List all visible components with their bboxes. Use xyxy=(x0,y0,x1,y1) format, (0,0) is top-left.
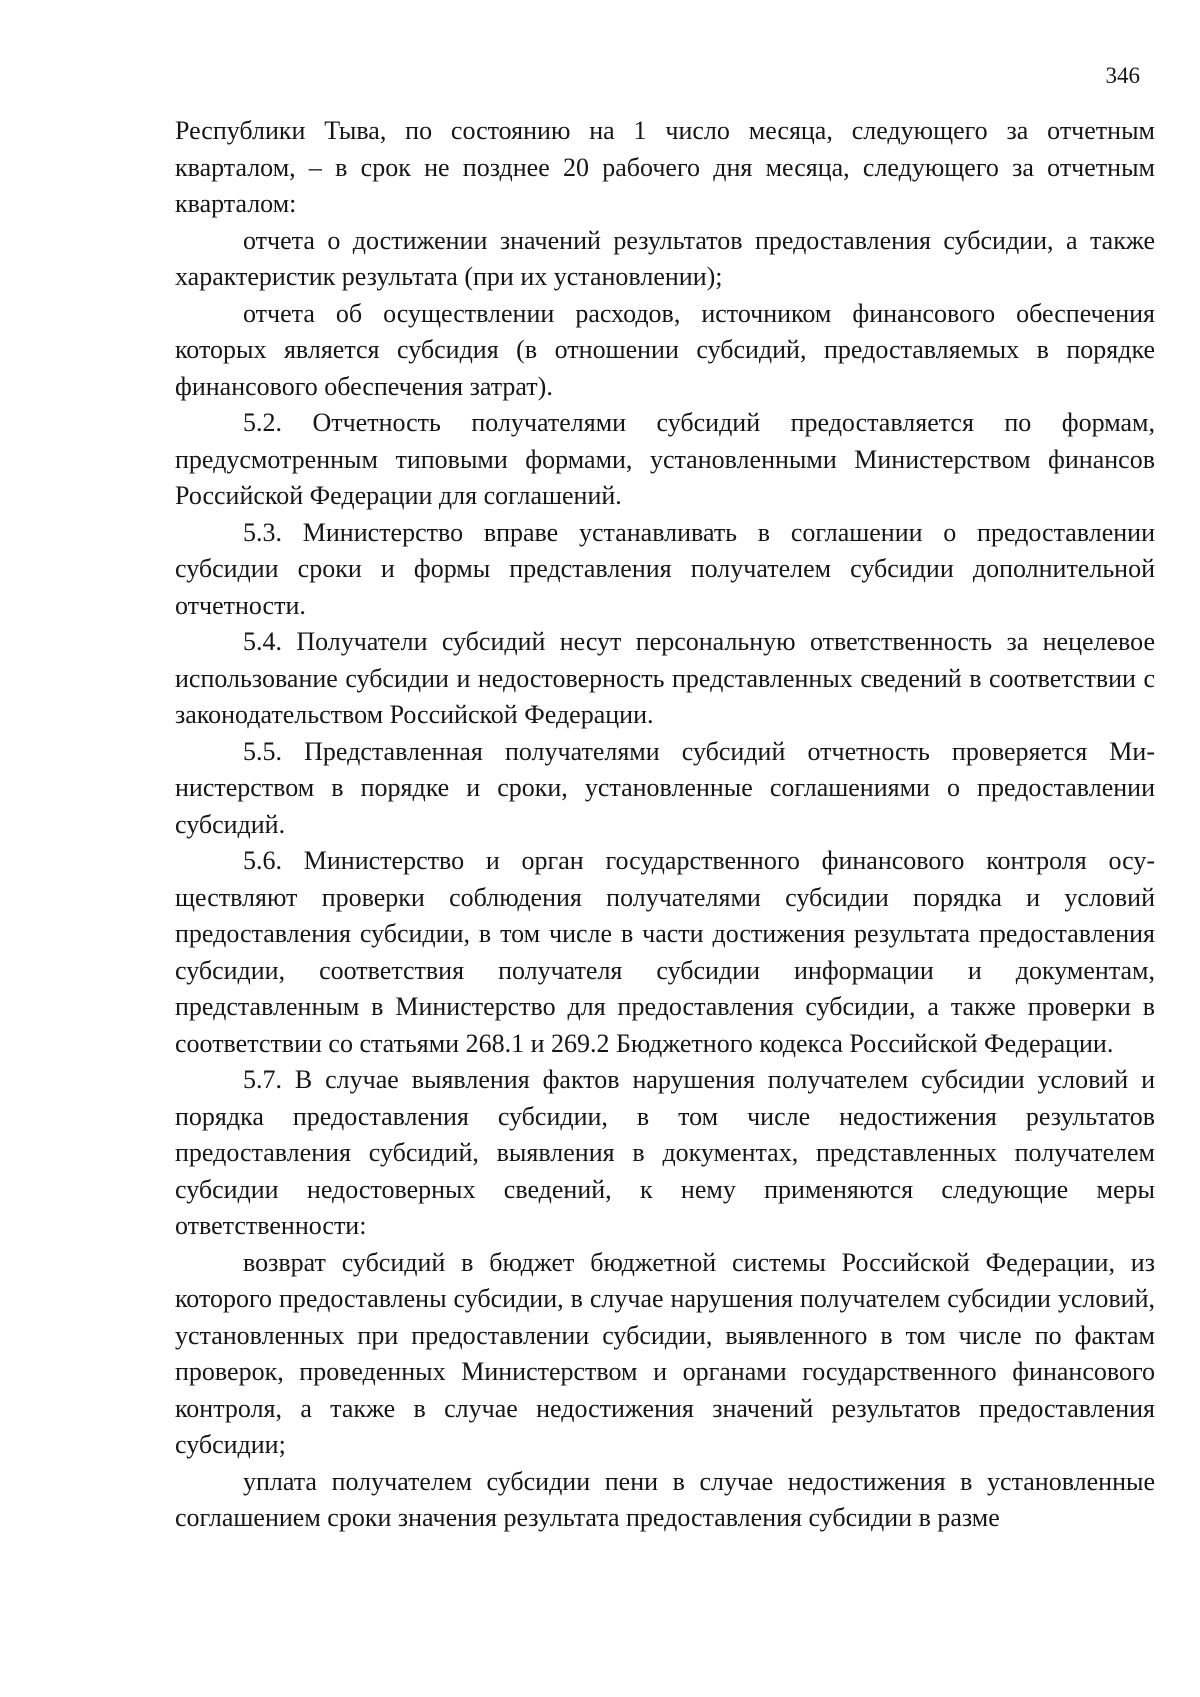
paragraph-5-4: 5.4. Получатели субсидий несут персональную ответственность за нецелевое использование субсидии и недостоверность представленных сведений в соответствии с законодательством Российской Федерации. xyxy=(175,627,1155,729)
paragraph-refund-measure: возврат субсидий в бюджет бюджетной системы Российской Федерации, из которого предоставлены субсидии, в случае нарушения получателем субсидии условий, установленных при предоставлении субсидии, выявленного в том числе по фактам проверок, проведенных Министерством и органами государственного финансового контроля, а также в случае недостижения значений результатов предоставления субсидии; xyxy=(175,1247,1155,1459)
page-number: 346 xyxy=(1105,63,1140,88)
paragraph-penalty-measure: уплата получателем субсидии пени в случае недостижения в установленные соглашением сроки значения результата предоставления субсидии в разме xyxy=(175,1466,1155,1532)
document-body xyxy=(175,113,1155,1537)
paragraph-5-3: 5.3. Министерство вправе устанавливать в соглашении о предоставлении субсидии сроки и формы представления получателем субсидии дополнительной отчетности. xyxy=(175,517,1155,620)
paragraph-continuation: Республики Тыва, по состоянию на 1 число месяца, следующего за отчетным кварталом, – в срок не позднее 20 рабочего дня месяца, следующего за отчетным кварталом: xyxy=(175,116,1155,218)
paragraph-report-results: отчета о достижении значений результатов предоставления субсидии, а также характеристик результата (при их установлении); xyxy=(175,225,1155,291)
paragraph-5-7: 5.7. В случае выявления фактов нарушения получателем субсидии условий и порядка предоставления субсидии, в том числе недостижения результатов предоставления субсидий, выявления в документах, представленных получателем субсидии недостоверных сведений, к нему применяются следующие меры ответственности: xyxy=(175,1065,1155,1240)
paragraph-5-6: 5.6. Министерство и орган государственного финансового контроля осуществляют проверки соблюдения получателями субсидии порядка и условий предоставления субсидии, в том числе в части достижения результата предоставления субсидии, соответствия получателя субсидии информации и документам, представленным в Министерство для предоставления субсидии, а также проверки в соответствии со статьями 268.1 и 269.2 Бюджетного кодекса Российской Федерации. xyxy=(175,846,1155,1058)
paragraph-report-expenses: отчета об осуществлении расходов, источником финансового обеспечения которых является субсидия (в отношении субсидий, предоставляемых в порядке финансового обеспечения затрат). xyxy=(175,298,1155,401)
paragraph-5-5: 5.5. Представленная получателями субсидий отчетность проверяется Министерством в порядке и сроки, установленные соглашениями о предоставлении субсидий. xyxy=(175,736,1155,839)
paragraph-5-2: 5.2. Отчетность получателями субсидий предоставляется по формам, предусмотренным типовыми формами, установленными Министерством финансов Российской Федерации для соглашений. xyxy=(175,408,1155,510)
